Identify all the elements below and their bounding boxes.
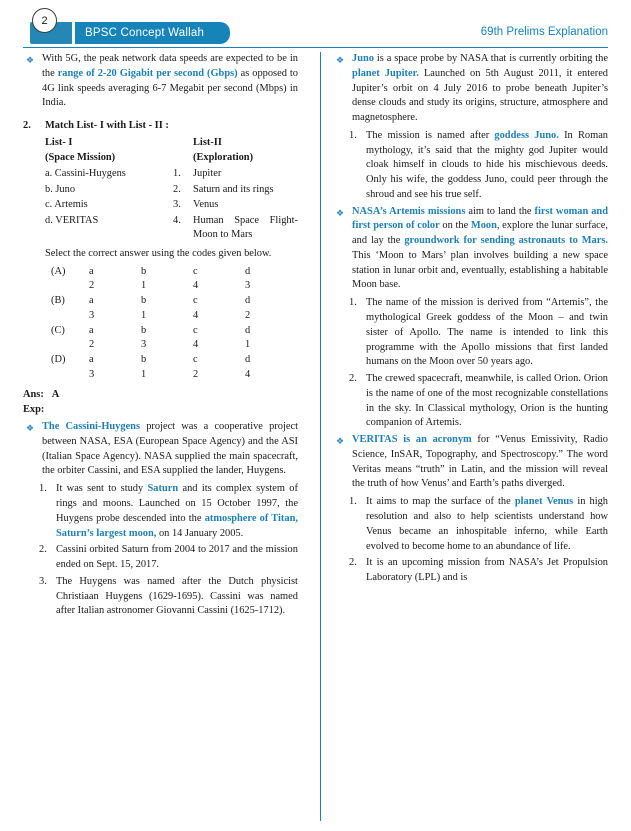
text-pre: It aims to map the surface of the [366,496,515,508]
option-b-label-spacer [45,309,89,324]
text-post: project was a cooperative project between NASA, ESA (European Space Agency) and the ASI (Italian Space Agency). NASA supplied the main spacecraft, the orbiter Cassini, and ESA supplied the lander, Huygens. [42,421,298,477]
bullet-juno [333,52,608,126]
select-instruction: Select the correct answer using the codes given below. [45,247,272,259]
option-b-key-2: c [193,295,198,307]
option-a-value-2: 4 [193,280,199,292]
option-c-key-0: a [89,324,94,336]
text-post: for “Venus Emissivity, Radio Science, InSAR, Topography, and Spectroscopy.” The word Veritas means “truth” in Latin, and the mission will reveal the truth of how Venus’ and Earth’s paths diverged. [352,434,608,490]
list2-item-4: Human Space Flight- Moon to Mars [193,214,298,241]
option-b-key-0: a [89,295,94,307]
list-number: 1. [349,129,357,141]
list2-num-4: 4. [173,214,181,226]
list2-item-3: Venus [193,199,219,211]
page-header [0,0,631,50]
text-highlight-1: Juno [352,53,374,64]
list-item [23,575,298,619]
option-b-keys[interactable] [45,294,298,309]
text-highlight-3: Moon [470,220,497,232]
option-a-keys[interactable] [45,265,298,280]
header-brand-tab [30,22,230,44]
text-highlight-4: groundwork for sending astronauts to Mars. [404,235,609,247]
option-d-key-2: c [193,354,198,366]
text-highlight-2: atmosphere of Titan, Saturn’s largest moon, [56,512,298,539]
text-post: Launched on 5th August 2011, it entered Jupiter’s orbit on 4 July 2016 to probe beneath Jupiter’s dense clouds and study its origins, structure, atmosphere and magnetosphere. [352,67,609,124]
question-title: Match List- I with List - II : [45,120,169,132]
text-mid-2: on the [439,220,471,232]
text-post: as opposed to 4G link speeds averaging 6-7 Megabit per second (Mbps) in India. [42,67,298,109]
text-pre: With 5G, the peak network data speeds are expected to be in the [42,53,298,79]
option-b-key-3: d [245,295,251,307]
option-a-key-2: c [193,265,198,277]
list2-item-1: Jupiter [193,167,222,179]
text-highlight-1: NASA’s Artemis missions [352,205,466,217]
list-item-text: It is an upcoming mission from NASA’s Jet Propulsion Laboratory (LPL) and is [366,557,608,584]
option-a-value-1: 1 [141,280,147,292]
list-number: 2. [39,544,47,556]
table-row [45,214,298,244]
bullet-juno-text [352,52,608,126]
list-item [23,482,298,541]
bullet-artemis [333,205,608,294]
text-highlight-1: Saturn [147,483,179,495]
option-c-key-2: c [193,324,198,336]
table-row [45,167,298,183]
text-highlight-2: planet Jupiter. [352,67,419,79]
list2-heading-spacer [173,136,193,152]
content-columns [23,52,608,821]
option-d-keys[interactable] [45,353,298,368]
diamond-bullet-icon: ❖ [26,423,35,434]
bullet-artemis-text [352,205,608,294]
list1-item-b: b. Juno [45,183,76,195]
list-item-text: The crewed spacecraft, meanwhile, is called Orion. Orion is the name of one of the most recognizable constellations in the sky. In Classical mythology, Orion is the hunting companion of Artemis. [366,373,608,429]
right-column [331,52,608,821]
option-a-label-spacer [45,279,89,294]
text-pre: The mission is named after [366,129,495,141]
option-a-key-0: a [89,265,94,277]
option-a-label: (A) [51,265,66,277]
text-post: This ‘Moon to Mars’ plan involves building a new space station in lunar orbit and, eventually, establishing a habitable Moon base. [352,249,608,291]
option-d-value-2: 2 [193,368,199,380]
list2-heading: List-II [193,136,222,148]
bullet-5g-text [42,52,298,111]
list-number: 3. [39,575,47,587]
table-row-subheads [45,151,298,167]
list1-subheading: (Space Mission) [45,152,116,164]
option-c-value-1: 3 [141,339,147,351]
option-a-values[interactable] [45,279,298,294]
text-mid-3: , explore the lunar surface, and lay the [352,220,608,247]
bullet-5g-speeds [23,52,298,111]
explanation-label: Exp: [23,404,45,416]
list1-item-a: a. Cassini-Huygens [45,167,126,179]
list-item [333,129,608,203]
option-a-value-0: 2 [89,280,95,292]
option-c-value-0: 2 [89,339,95,351]
bullet-cassini-huygens [23,420,298,479]
list1-heading: List- I [45,136,73,148]
option-d-value-1: 1 [141,368,147,380]
left-column [23,52,310,821]
list-item [333,296,608,370]
bullet-cassini-text [42,420,298,479]
option-c-key-1: b [141,324,147,336]
table-row [45,183,298,199]
text-highlight: goddess Juno. [494,129,559,141]
list-number: 1. [39,483,47,495]
option-b-value-1: 1 [141,309,147,321]
option-b-values[interactable] [45,309,298,324]
list2-num-1: 1. [173,167,181,179]
text-post: on 14 January 2005. [156,527,244,539]
answer-line [23,388,298,403]
list-number: 1. [349,496,357,508]
list-item-text: The Huygens was named after the Dutch physicist Christiaan Huygens (1629-1695). Cassini was named after Italian astronomer Giovanni Cassini (1625-1712). [56,575,298,617]
option-c-label: (C) [51,324,65,336]
list-number: 2. [349,373,357,385]
list1-item-c: c. Artemis [45,199,88,211]
list-item [333,372,608,431]
text-pre: It was sent to study [56,483,148,495]
option-c-keys[interactable] [45,324,298,339]
list-item-text: Cassini orbited Saturn from 2004 to 2017 and the mission ended on Sept. 15, 2017. [56,544,298,571]
bullet-veritas-text [352,433,608,492]
list2-subheading: (Exploration) [193,152,254,164]
option-b-label: (B) [51,295,65,307]
diamond-bullet-icon: ❖ [26,55,35,65]
option-b-value-3: 2 [245,309,251,321]
text-highlight: planet Venus [514,496,574,508]
list2-num-3: 3. [173,199,181,211]
option-b-value-2: 4 [193,309,199,321]
option-c-key-3: d [245,324,251,336]
list-item [23,543,298,573]
header-section-title: 69th Prelims Explanation [480,26,608,38]
list-number: 1. [349,297,357,309]
question-number: 2. [23,120,31,132]
option-d-value-0: 3 [89,368,95,380]
answer-value: A [51,388,60,400]
list2-subheading-spacer [173,151,193,167]
brand-label: BPSC Concept Wallah [75,22,230,44]
option-d-key-1: b [141,354,147,366]
list-number: 2. [349,557,357,569]
page-number-badge: 2 [32,8,57,33]
option-d-key-3: d [245,354,251,366]
text-highlight: VERITAS is an acronym [352,434,472,446]
question-block-2 [23,119,298,383]
text-mid: is a space probe by NASA that is currently orbiting the [374,53,608,64]
list-item-text [366,495,608,554]
option-d-value-3: 4 [245,368,251,380]
list-item [333,556,608,586]
list-item [333,495,608,554]
list2-num-2: 2. [173,183,181,195]
diamond-bullet-icon: ❖ [336,55,345,65]
table-row-heads [45,136,298,152]
option-a-key-1: b [141,265,147,277]
diamond-bullet-icon: ❖ [336,207,345,218]
table-row [45,198,298,214]
text-highlight: The Cassini-Huygens [42,421,141,433]
answer-options [45,265,298,383]
option-d-label: (D) [51,354,66,366]
option-c-values[interactable] [45,338,298,353]
list2-item-2: Saturn and its rings [193,183,274,195]
list-item-text [366,129,608,203]
option-c-value-2: 4 [193,339,199,351]
list1-item-d: d. VERITAS [45,214,99,226]
option-d-label-spacer [45,368,89,383]
text-post: In Roman mythology, it’s said that the mighty god Jupiter would cloak himself in clouds to hide his mischievous deeds. Only his wife, the goddess Juno, could peer through the shroud and see his true self. [366,129,608,200]
bullet-veritas [333,433,608,492]
text-mid: and its complex system of rings and moons. Launched on 15 October 1997, the Huygens probe descended into the [56,483,298,524]
answer-label: Ans: [23,388,44,400]
text-post: in high resolution and also to help scientists understand how Venus became an inhospitable inferno, while Earth evolved to become home to an abundance of life. [366,496,608,552]
option-d-key-0: a [89,354,94,366]
diamond-bullet-icon: ❖ [336,436,345,447]
option-a-value-3: 3 [245,280,251,292]
column-divider [320,52,321,821]
question-body [45,119,298,383]
option-a-key-3: d [245,265,251,277]
option-c-label-spacer [45,338,89,353]
option-d-values[interactable] [45,368,298,383]
option-c-value-3: 1 [245,339,251,351]
list-item-text [56,482,298,541]
text-highlight-2: first woman and first person of color [352,205,608,232]
list-item-text: The name of the mission is derived from “Artemis”, the mythological Greek goddess of the Moon – and twin sister of Apollo. The name is intended to link this programme with the Apollo missions that first landed humans on the Moon over 50 years ago. [366,297,608,368]
header-divider-rule [23,47,608,48]
option-b-value-0: 3 [89,309,95,321]
text-mid-1: aim to land the [465,205,535,217]
option-b-key-1: b [141,295,147,307]
match-list-table [45,136,298,244]
text-highlight: range of 2-20 Gigabit per second (Gbps) [57,67,238,79]
